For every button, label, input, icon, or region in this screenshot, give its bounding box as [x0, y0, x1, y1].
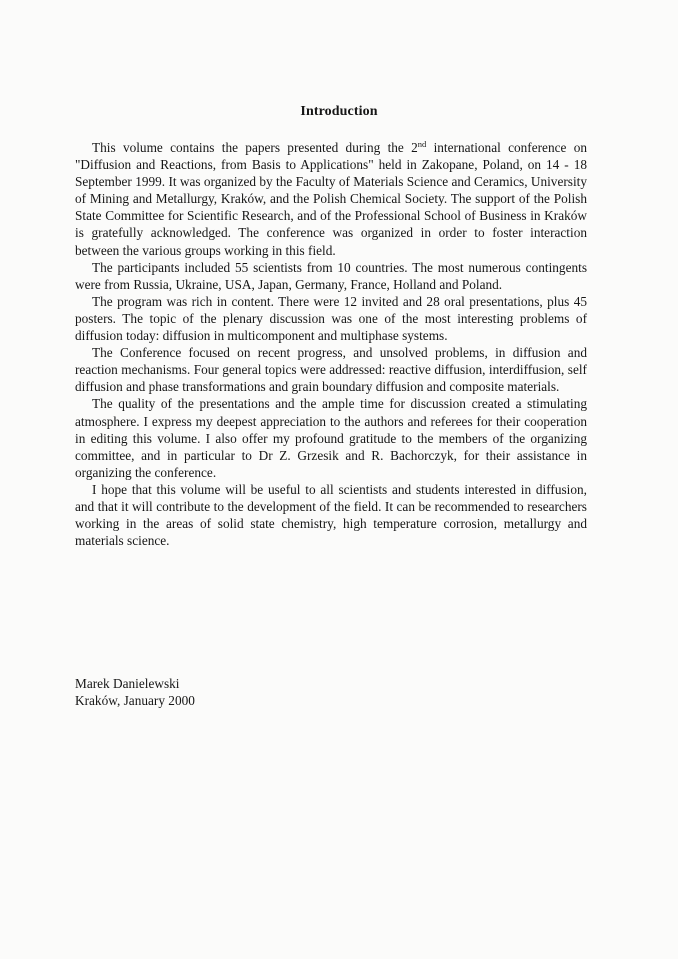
paragraph-5: The quality of the presentations and the ample time for discussion created a stimulating atmosphere. I express my deepest appreciation to the authors and referees for their cooperation in editing this volume. I also offer my profound gratitude to the members of the organizing committee, and in particular to Dr Z. Grzesik and R. Bachorczyk, for their assistance in organizing the conference. — [75, 396, 587, 480]
place-and-date: Kraków, January 2000 — [75, 693, 195, 708]
paragraph-1-rest: international conference on "Diffusion and Reactions, from Basis to Applications" held in Zakopane, Poland, on 14 - 18 September 1999. It was organized by the Faculty of Materials Science and Ceramics, University of Mining and Metallurgy, Kraków, and the Polish Chemical Society. The support of the Polish State Committee for Scientific Research, and of the Professional School of Business in Kraków is gratefully acknowledged. The conference was organized in order to foster interaction between the various groups working in this field. — [75, 140, 588, 258]
paragraph-4: The Conference focused on recent progress, and unsolved problems, in diffusion and reaction mechanisms. Four general topics were addressed: reactive diffusion, interdiffusion, self diffusion and phase transformations and grain boundary diffusion and composite materials. — [75, 345, 587, 395]
page-title: Introduction — [300, 104, 378, 119]
paragraph-2: The participants included 55 scientists from 10 countries. The most numerous contingents were from Russia, Ukraine, USA, Japan, Germany, France, Holland and Poland. — [75, 259, 587, 292]
ordinal-superscript: nd — [417, 139, 427, 149]
introduction-body — [75, 139, 587, 549]
paragraph-3: The program was rich in content. There were 12 invited and 28 oral presentations, plus 45 posters. The topic of the plenary discussion was one of the most interesting problems of diffusion today: diffusion in multicomponent and multiphase systems. — [75, 293, 587, 344]
paragraph-1-start: This volume contains the papers presented during the 2 — [92, 140, 418, 155]
paragraph-6: I hope that this volume will be useful to all scientists and students interested in diffusion, and that it will contribute to the development of the field. It can be recommended to researchers working in the areas of solid state chemistry, high temperature corrosion, metallurgy and materials science. — [75, 481, 587, 549]
author-name: Marek Danielewski — [75, 676, 180, 691]
signature-block — [75, 675, 195, 709]
paragraph-1 — [75, 139, 587, 259]
